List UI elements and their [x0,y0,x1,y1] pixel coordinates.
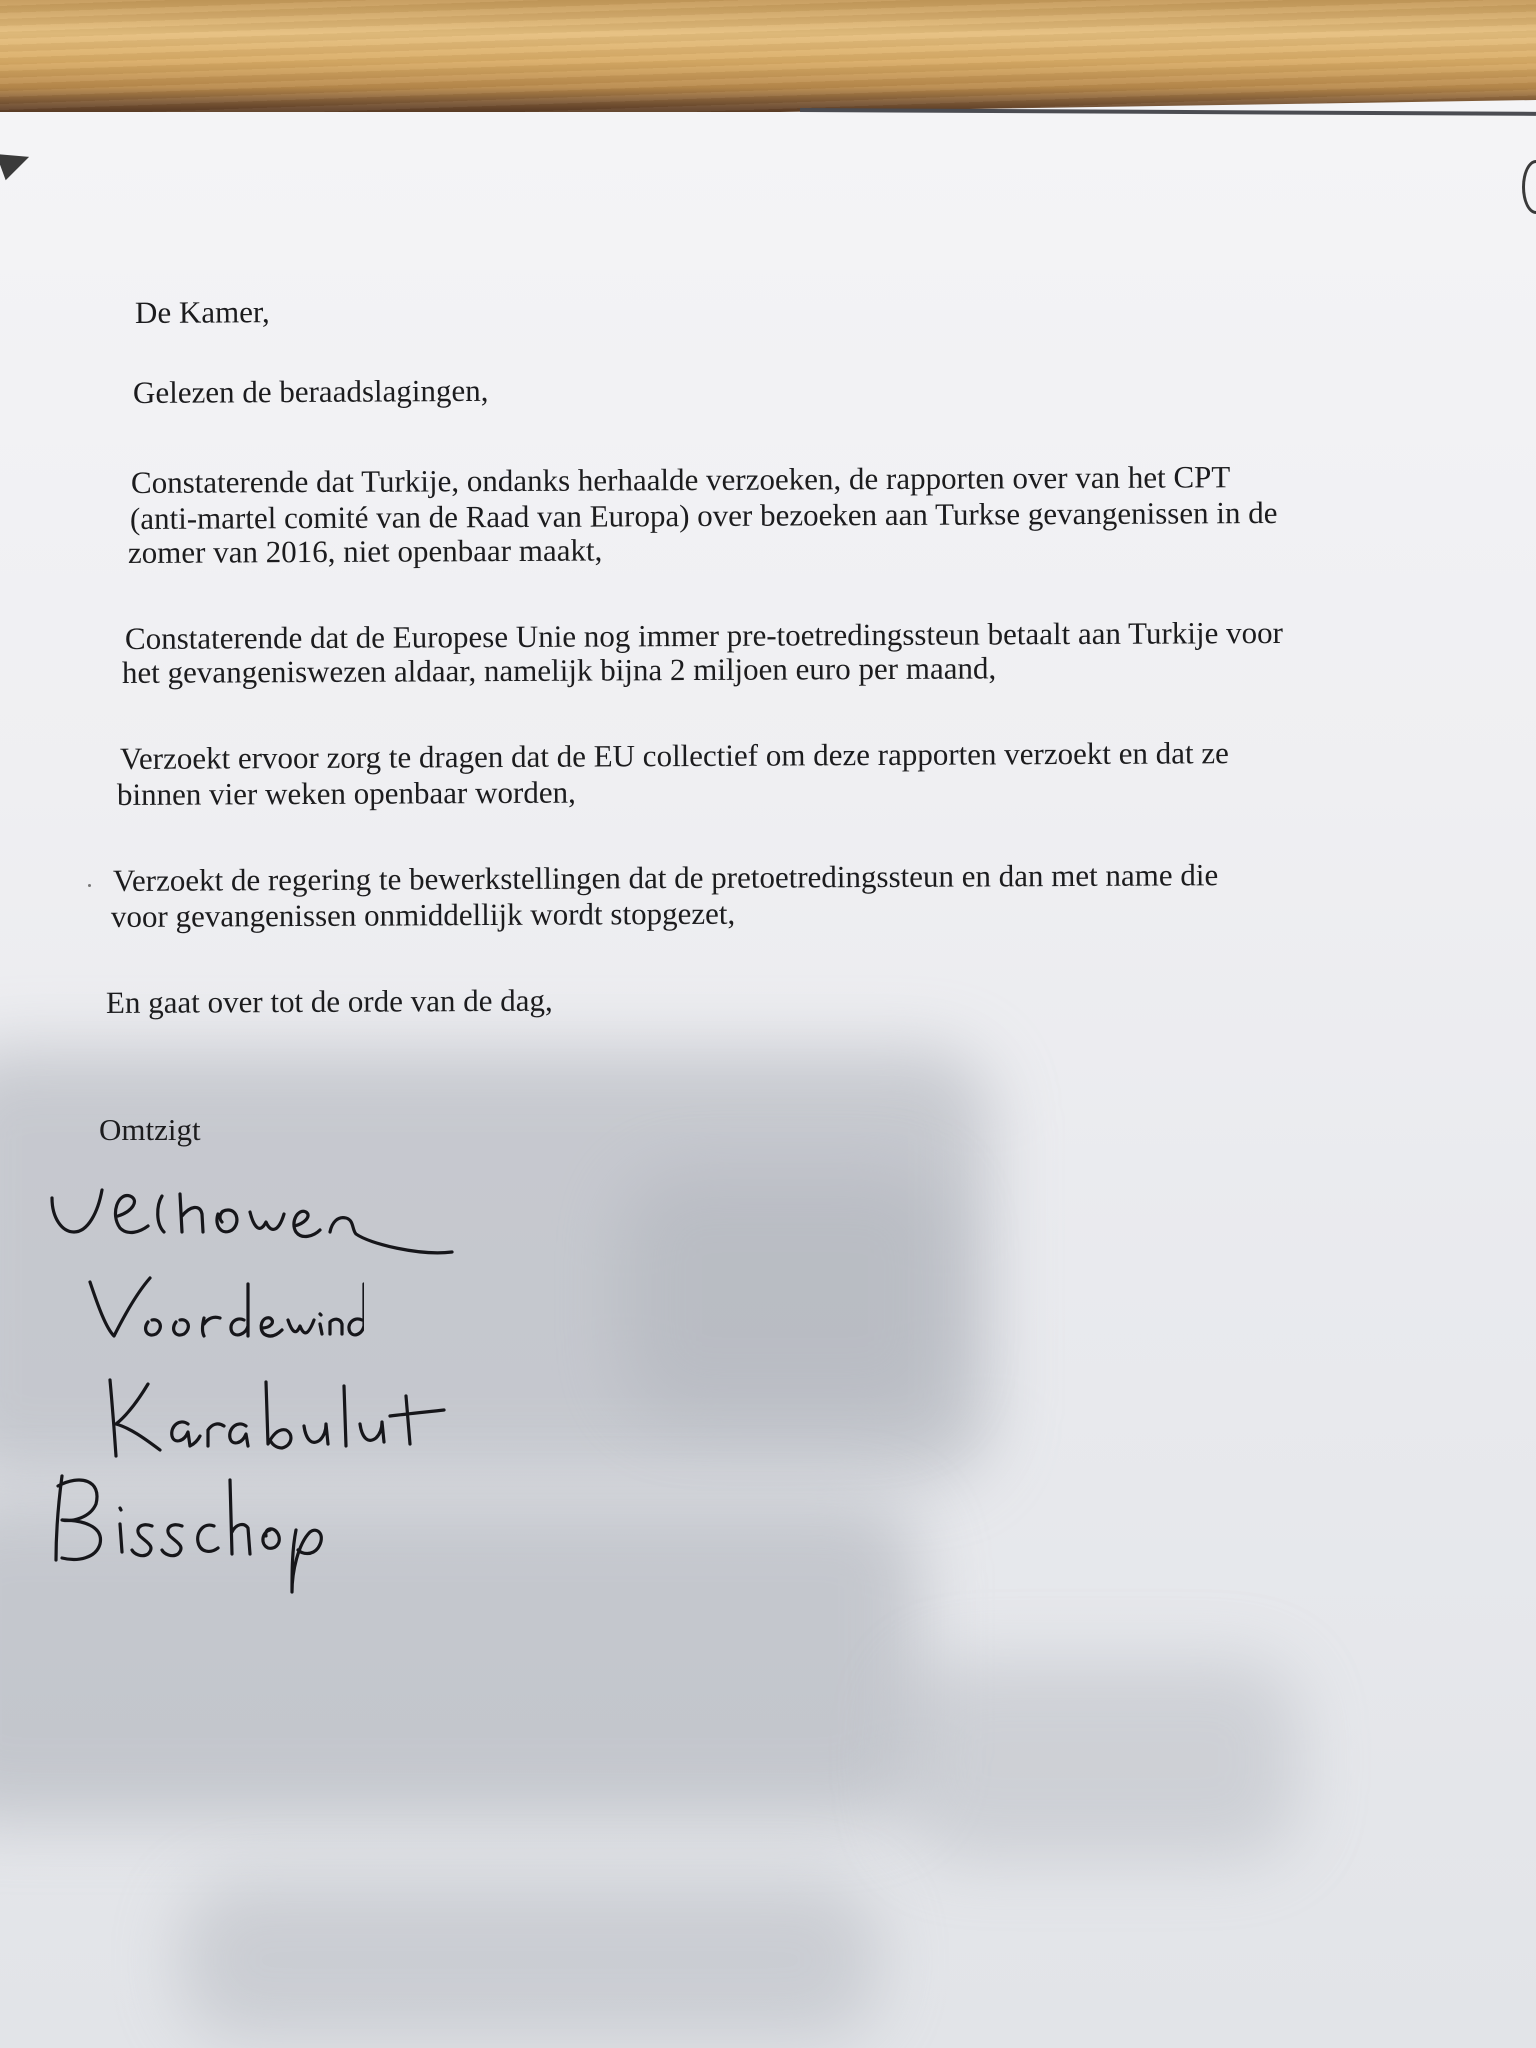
paragraph-3-line-1: Verzoekt ervoor zorg te dragen dat de EU collectief om deze rapporten verzoekt en dat ze [119,735,1229,776]
paragraph-2-line-2: het gevangeniswezen aldaar, namelijk bijna 2 miljoen euro per maand, [121,650,997,690]
paragraph-4-line-2: voor gevangenissen onmiddellijk wordt stopgezet, [110,895,736,934]
paragraph-4-line-1: Verzoekt de regering te bewerkstellingen dat de pretoetredingssteun en dan met name die [112,857,1219,898]
signature-verhoeven [40,1170,460,1260]
paragraph-2-line-1: Constaterende dat de Europese Unie nog immer pre-toetredingssteun betaalt aan Turkije voor [124,614,1283,656]
signature-bisschop [48,1460,328,1600]
signature-karabulut [104,1366,454,1462]
paragraph-1-line-3: zomer van 2016, niet openbaar maakt, [127,532,603,570]
closing-line: En gaat over tot de orde van de dag, [105,982,553,1020]
paragraph-1-line-2: (anti-martel comité van de Raad van Europa) over bezoeken aan Turkse gevangenissen in de [129,494,1278,536]
author-name: Omtzigt [99,1112,201,1147]
read-clause: Gelezen de beraadslagingen, [132,372,489,410]
paragraph-1-line-1: Constaterende dat Turkije, ondanks herhaalde verzoeken, de rapporten over van het CPT [130,459,1231,500]
signature-voordewind [84,1270,364,1350]
greeting: De Kamer, [134,294,270,330]
paragraph-3-line-2: binnen vier weken openbaar worden, [116,774,576,812]
